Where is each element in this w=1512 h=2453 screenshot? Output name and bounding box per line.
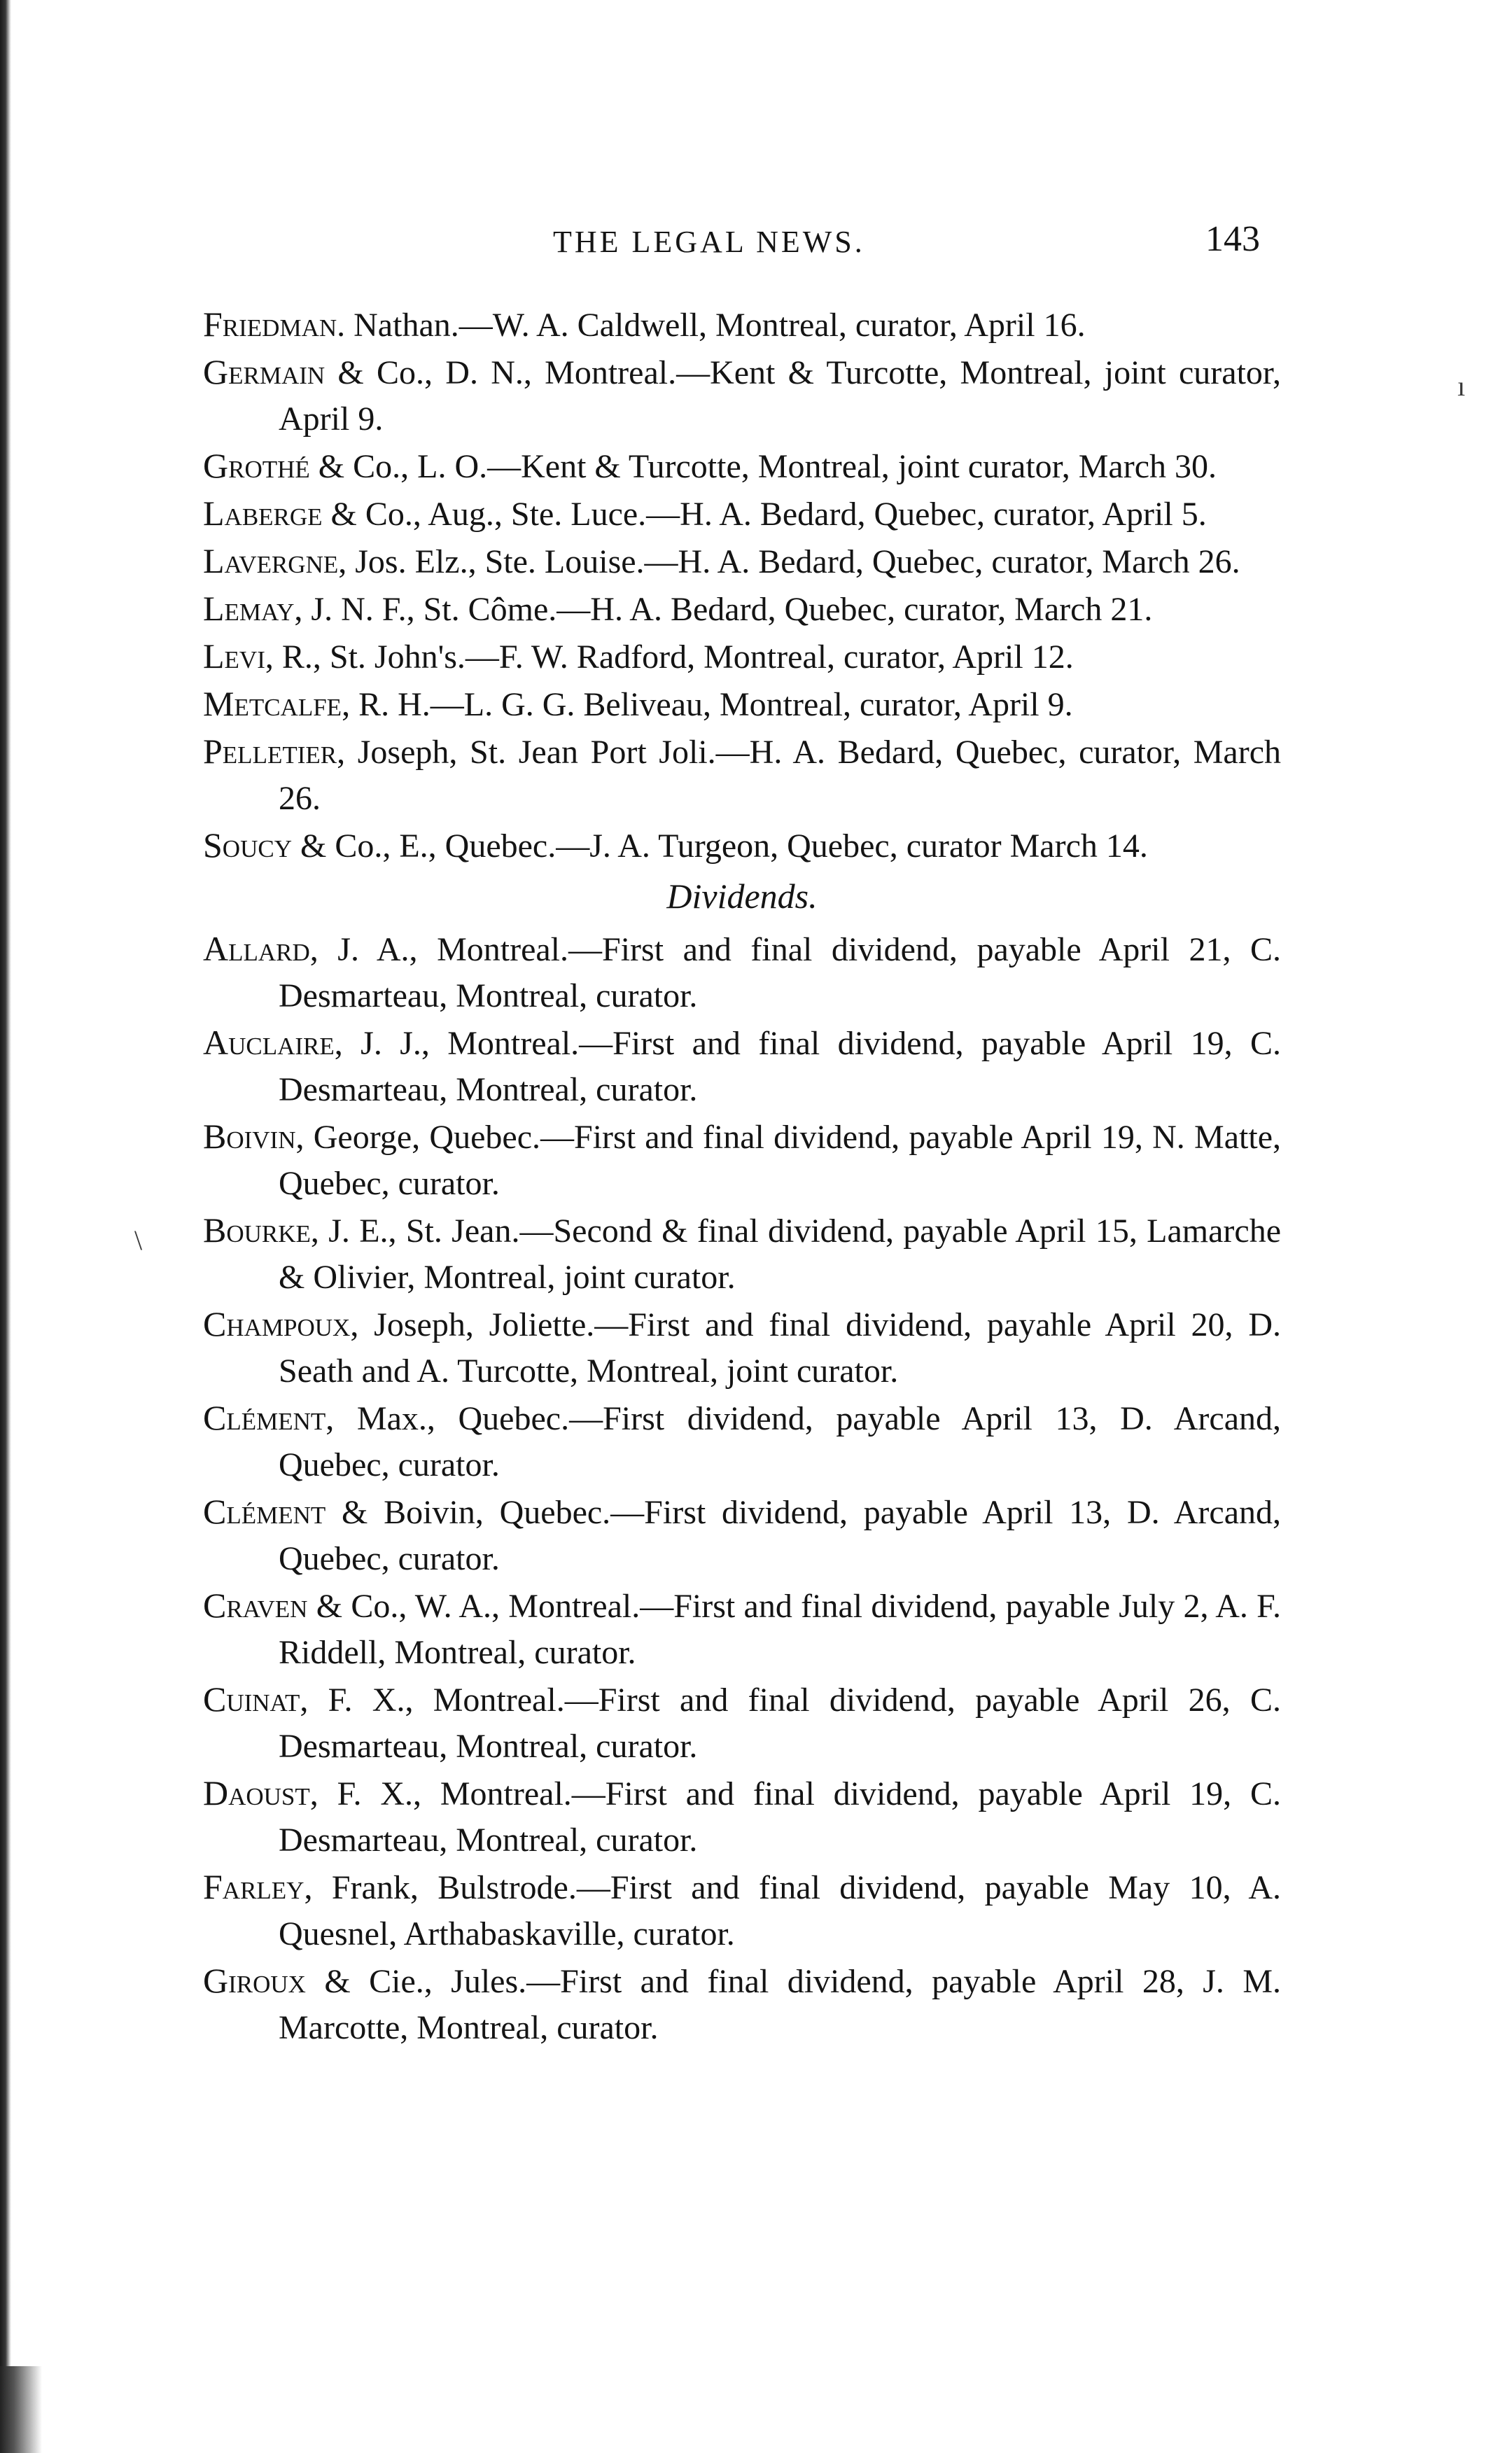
entry-name: Craven (203, 1586, 308, 1625)
entry-name: Laberge (203, 494, 323, 533)
scan-edge-shadow-bottom (0, 2366, 42, 2453)
dividend-entry (203, 1395, 1281, 1488)
entry-name: Friedman (203, 305, 337, 344)
dividend-entry (203, 1957, 1281, 2051)
margin-mark-right: ı (1457, 370, 1466, 402)
dividend-entry (203, 1676, 1281, 1770)
entry-text: , J. N. F., St. Côme.—H. A. Bedard, Quebec, curator, March 21. (294, 591, 1153, 628)
dividend-entry (203, 1019, 1281, 1113)
dividend-entry (203, 1488, 1281, 1582)
entry-text: , Frank, Bulstrode.—First and final dividend, payable May 10, A. Quesnel, Arthabaskaville, curator. (279, 1869, 1281, 1952)
entry-text: & Co., Aug., Ste. Luce.—H. A. Bedard, Quebec, curator, April 5. (322, 496, 1207, 533)
entry-text: , Max., Quebec.—First dividend, payable April 13, D. Arcand, Quebec, curator. (279, 1400, 1281, 1483)
curator-entry (203, 349, 1281, 442)
curator-list (203, 301, 1281, 869)
entry-text: , J. A., Montreal.—First and final dividend, payable April 21, C. Desmarteau, Montreal, curator. (279, 931, 1281, 1014)
entry-text: . Nathan.—W. A. Caldwell, Montreal, curator, April 16. (337, 307, 1086, 344)
dividend-list (203, 925, 1281, 2051)
entry-text: , R. H.—L. G. G. Beliveau, Montreal, curator, April 9. (342, 686, 1073, 723)
entry-name: Pelletier (203, 732, 337, 771)
page-number: 143 (1205, 219, 1260, 259)
curator-entry (203, 822, 1281, 869)
entry-text: , Joseph, St. Jean Port Joli.—H. A. Bedard, Quebec, curator, March 26. (279, 734, 1281, 817)
dividend-entry (203, 925, 1281, 1019)
page-header (0, 219, 1512, 280)
entry-text: , J. E., St. Jean.—Second & final dividend, payable April 15, Lamarche & Olivier, Montreal, joint curator. (279, 1212, 1281, 1296)
entry-text: , Jos. Elz., Ste. Louise.—H. A. Bedard, Quebec, curator, March 26. (338, 543, 1240, 580)
entry-name: Germain (203, 352, 326, 391)
entry-name: Lemay (203, 589, 295, 628)
curator-entry (203, 301, 1281, 349)
entry-text: & Co., L. O.—Kent & Turcotte, Montreal, joint curator, March 30. (309, 448, 1217, 485)
entry-text: & Cie., Jules.—First and final dividend, payable April 28, J. M. Marcotte, Montreal, curator. (279, 1963, 1281, 2046)
entry-name: Daoust (203, 1773, 310, 1812)
curator-entry (203, 585, 1281, 633)
curator-entry (203, 633, 1281, 680)
entry-name: Metcalfe (203, 684, 342, 723)
entry-name: Clément (203, 1398, 326, 1437)
entry-name: Bourke (203, 1210, 311, 1250)
entry-text: & Co., W. A., Montreal.—First and final dividend, payable July 2, A. F. Riddell, Montreal, curator. (279, 1588, 1281, 1671)
entry-name: Clément (203, 1492, 326, 1531)
entry-text: , Joseph, Joliette.—First and final dividend, payahle April 20, D. Seath and A. Turcotte, Montreal, joint curator. (279, 1306, 1281, 1390)
entry-name: Giroux (203, 1961, 306, 2000)
dividend-entry (203, 1770, 1281, 1864)
entry-name: Soucy (203, 825, 292, 865)
entry-name: Lavergne (203, 541, 339, 580)
dividend-entry (203, 1301, 1281, 1395)
entry-text: & Boivin, Quebec.—First dividend, payable April 13, D. Arcand, Quebec, curator. (279, 1494, 1281, 1577)
entry-text: , R., St. John's.—F. W. Radford, Montreal, curator, April 12. (265, 638, 1074, 676)
entry-text: , F. X., Montreal.—First and final dividend, payable April 19, C. Desmarteau, Montreal, curator. (279, 1775, 1281, 1859)
scan-edge-shadow (0, 0, 11, 2453)
curator-entry (203, 728, 1281, 822)
dividend-entry (203, 1864, 1281, 1957)
curator-entry (203, 490, 1281, 538)
entry-name: Boivin (203, 1117, 296, 1156)
entry-text: & Co., E., Quebec.—J. A. Turgeon, Quebec, curator March 14. (291, 827, 1148, 865)
entry-name: Allard (203, 929, 310, 968)
running-head: THE LEGAL NEWS. (553, 225, 865, 259)
entry-text: , F. X., Montreal.—First and final dividend, payable April 26, C. Desmarteau, Montreal, curator. (279, 1682, 1281, 1765)
entry-text: , J. J., Montreal.—First and final dividend, payable April 19, C. Desmarteau, Montreal, curator. (279, 1025, 1281, 1108)
entry-name: Champoux (203, 1304, 351, 1343)
entry-name: Farley (203, 1867, 304, 1906)
entry-text: , George, Quebec.—First and final dividend, payable April 19, N. Matte, Quebec, curator. (279, 1119, 1281, 1202)
curator-entry (203, 442, 1281, 490)
dividend-entry (203, 1207, 1281, 1301)
margin-mark-left: \ (134, 1224, 143, 1256)
dividend-entry (203, 1113, 1281, 1207)
dividend-entry (203, 1582, 1281, 1676)
curator-entry (203, 538, 1281, 585)
curator-entry (203, 680, 1281, 728)
entry-name: Levi (203, 636, 265, 676)
entry-name: Cuinat (203, 1679, 300, 1719)
entry-text: & Co., D. N., Montreal.—Kent & Turcotte, Montreal, joint curator, April 9. (279, 354, 1281, 438)
dividends-heading: Dividends. (666, 876, 818, 916)
entry-name: Grothé (203, 446, 310, 485)
text-column (203, 301, 1281, 2051)
entry-name: Auclaire (203, 1023, 335, 1062)
